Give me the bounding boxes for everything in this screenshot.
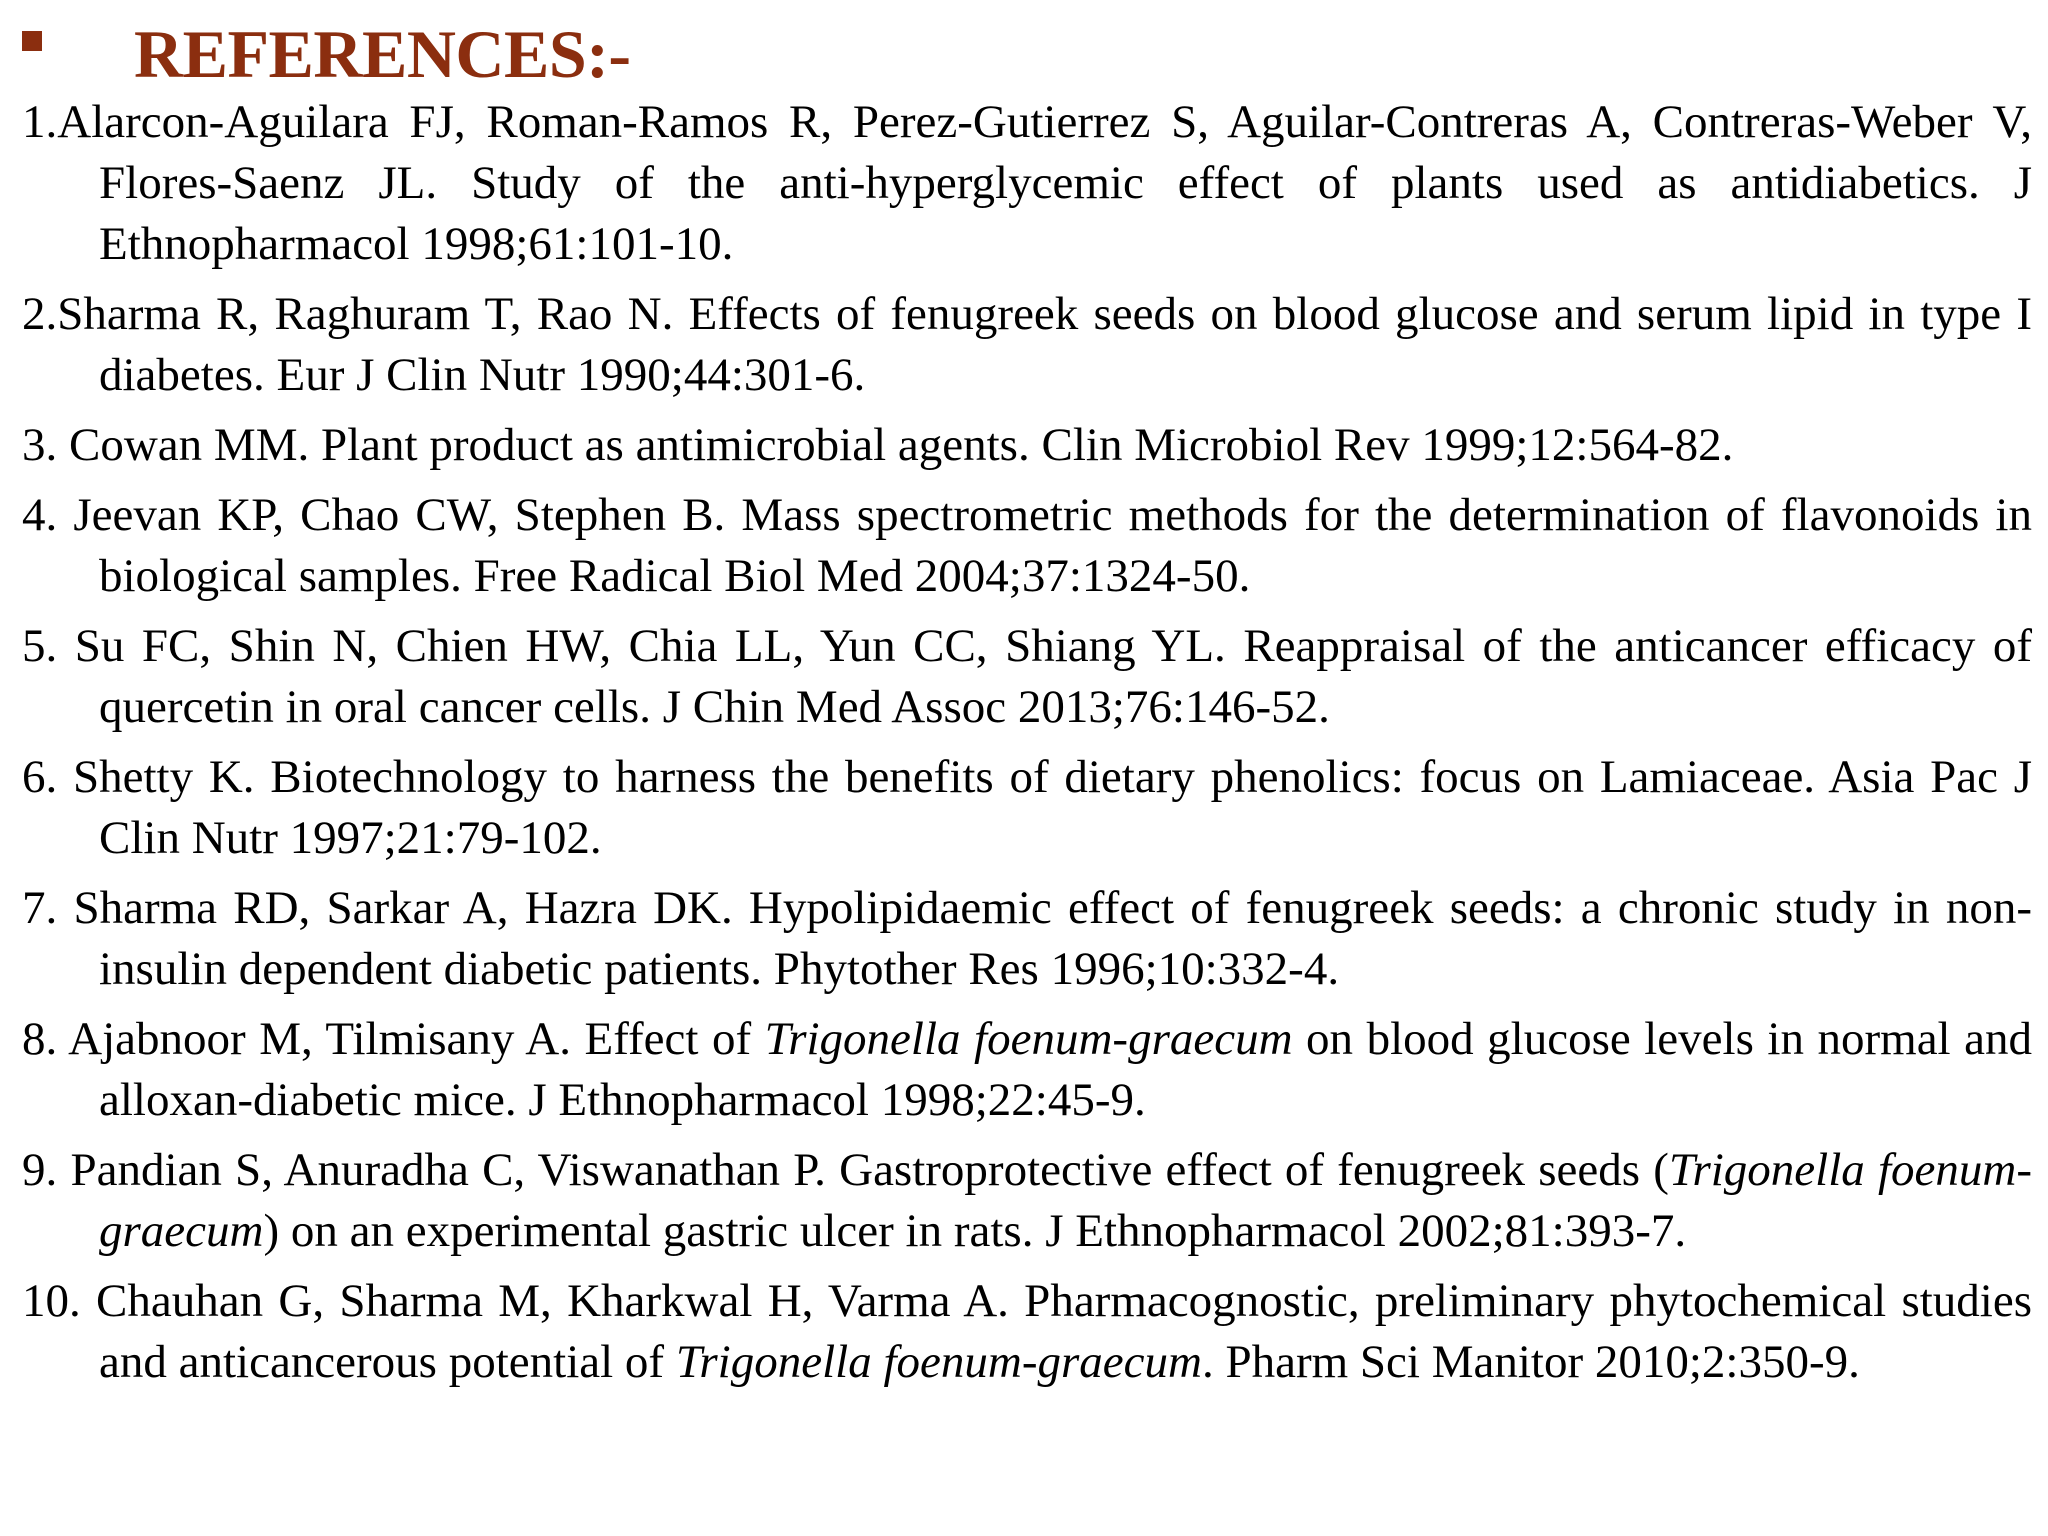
reference-text: ) on an experimental gastric ulcer in rats. J Ethnopharmacol 2002;81:393-7. [263, 1205, 1687, 1257]
reference-item [22, 1140, 2032, 1262]
reference-item [22, 485, 2032, 607]
square-bullet-icon [22, 31, 42, 51]
reference-item [22, 92, 2032, 275]
reference-text: 1.Alarcon-Aguilara FJ, Roman-Ramos R, Perez-Gutierrez S, Aguilar-Contreras A, Contreras-Weber V, Flores-Saenz JL. Study of the anti-hyperglycemic effect of plants used as antidiabetics. J Ethnopharmacol 1998;61:101-10. [22, 96, 2032, 270]
reference-list [22, 92, 2032, 1402]
reference-text: 7. Sharma RD, Sarkar A, Hazra DK. Hypolipidaemic effect of fenugreek seeds: a chronic study in non-insulin dependent diabetic patients. Phytother Res 1996;10:332-4. [22, 882, 2032, 995]
reference-item [22, 1009, 2032, 1131]
reference-text: 9. Pandian S, Anuradha C, Viswanathan P. Gastroprotective effect of fenugreek seeds ( [22, 1144, 1669, 1196]
species-name: Trigonella foenum-graecum [764, 1013, 1293, 1065]
reference-text: 5. Su FC, Shin N, Chien HW, Chia LL, Yun CC, Shiang YL. Reappraisal of the anticancer efficacy of quercetin in oral cancer cells. J Chin Med Assoc 2013;76:146-52. [22, 620, 2032, 733]
reference-item [22, 415, 2032, 476]
reference-item [22, 747, 2032, 869]
reference-item [22, 1271, 2032, 1393]
reference-text: 2.Sharma R, Raghuram T, Rao N. Effects of fenugreek seeds on blood glucose and serum lipid in type I diabetes. Eur J Clin Nutr 1990;44:301-6. [22, 288, 2032, 401]
reference-text: 6. Shetty K. Biotechnology to harness the benefits of dietary phenolics: focus on Lamiaceae. Asia Pac J Clin Nutr 1997;21:79-102. [22, 751, 2032, 864]
heading-row [22, 14, 631, 94]
reference-item [22, 284, 2032, 406]
reference-text: . Pharm Sci Manitor 2010;2:350-9. [1201, 1336, 1860, 1388]
reference-text: 10. Chauhan G, Sharma M, Kharkwal H, Varma A. Pharmacognostic, preliminary phytochemical studies and anticancerous potential of [22, 1275, 2032, 1388]
reference-text: on blood glucose levels in normal and alloxan-diabetic mice. J Ethnopharmacol 1998;22:45-9. [99, 1013, 2032, 1126]
reference-item [22, 616, 2032, 738]
species-name: Trigonella foenum-graecum [99, 1144, 2032, 1257]
reference-item [22, 878, 2032, 1000]
species-name: Trigonella foenum-graecum [675, 1336, 1202, 1388]
page-title: REFERENCES:- [134, 15, 631, 92]
reference-text: 4. Jeevan KP, Chao CW, Stephen B. Mass spectrometric methods for the determination of flavonoids in biological samples. Free Radical Biol Med 2004;37:1324-50. [22, 489, 2032, 602]
reference-text: 8. Ajabnoor M, Tilmisany A. Effect of [22, 1013, 765, 1065]
reference-text: 3. Cowan MM. Plant product as antimicrobial agents. Clin Microbiol Rev 1999;12:564-82. [22, 419, 1734, 471]
